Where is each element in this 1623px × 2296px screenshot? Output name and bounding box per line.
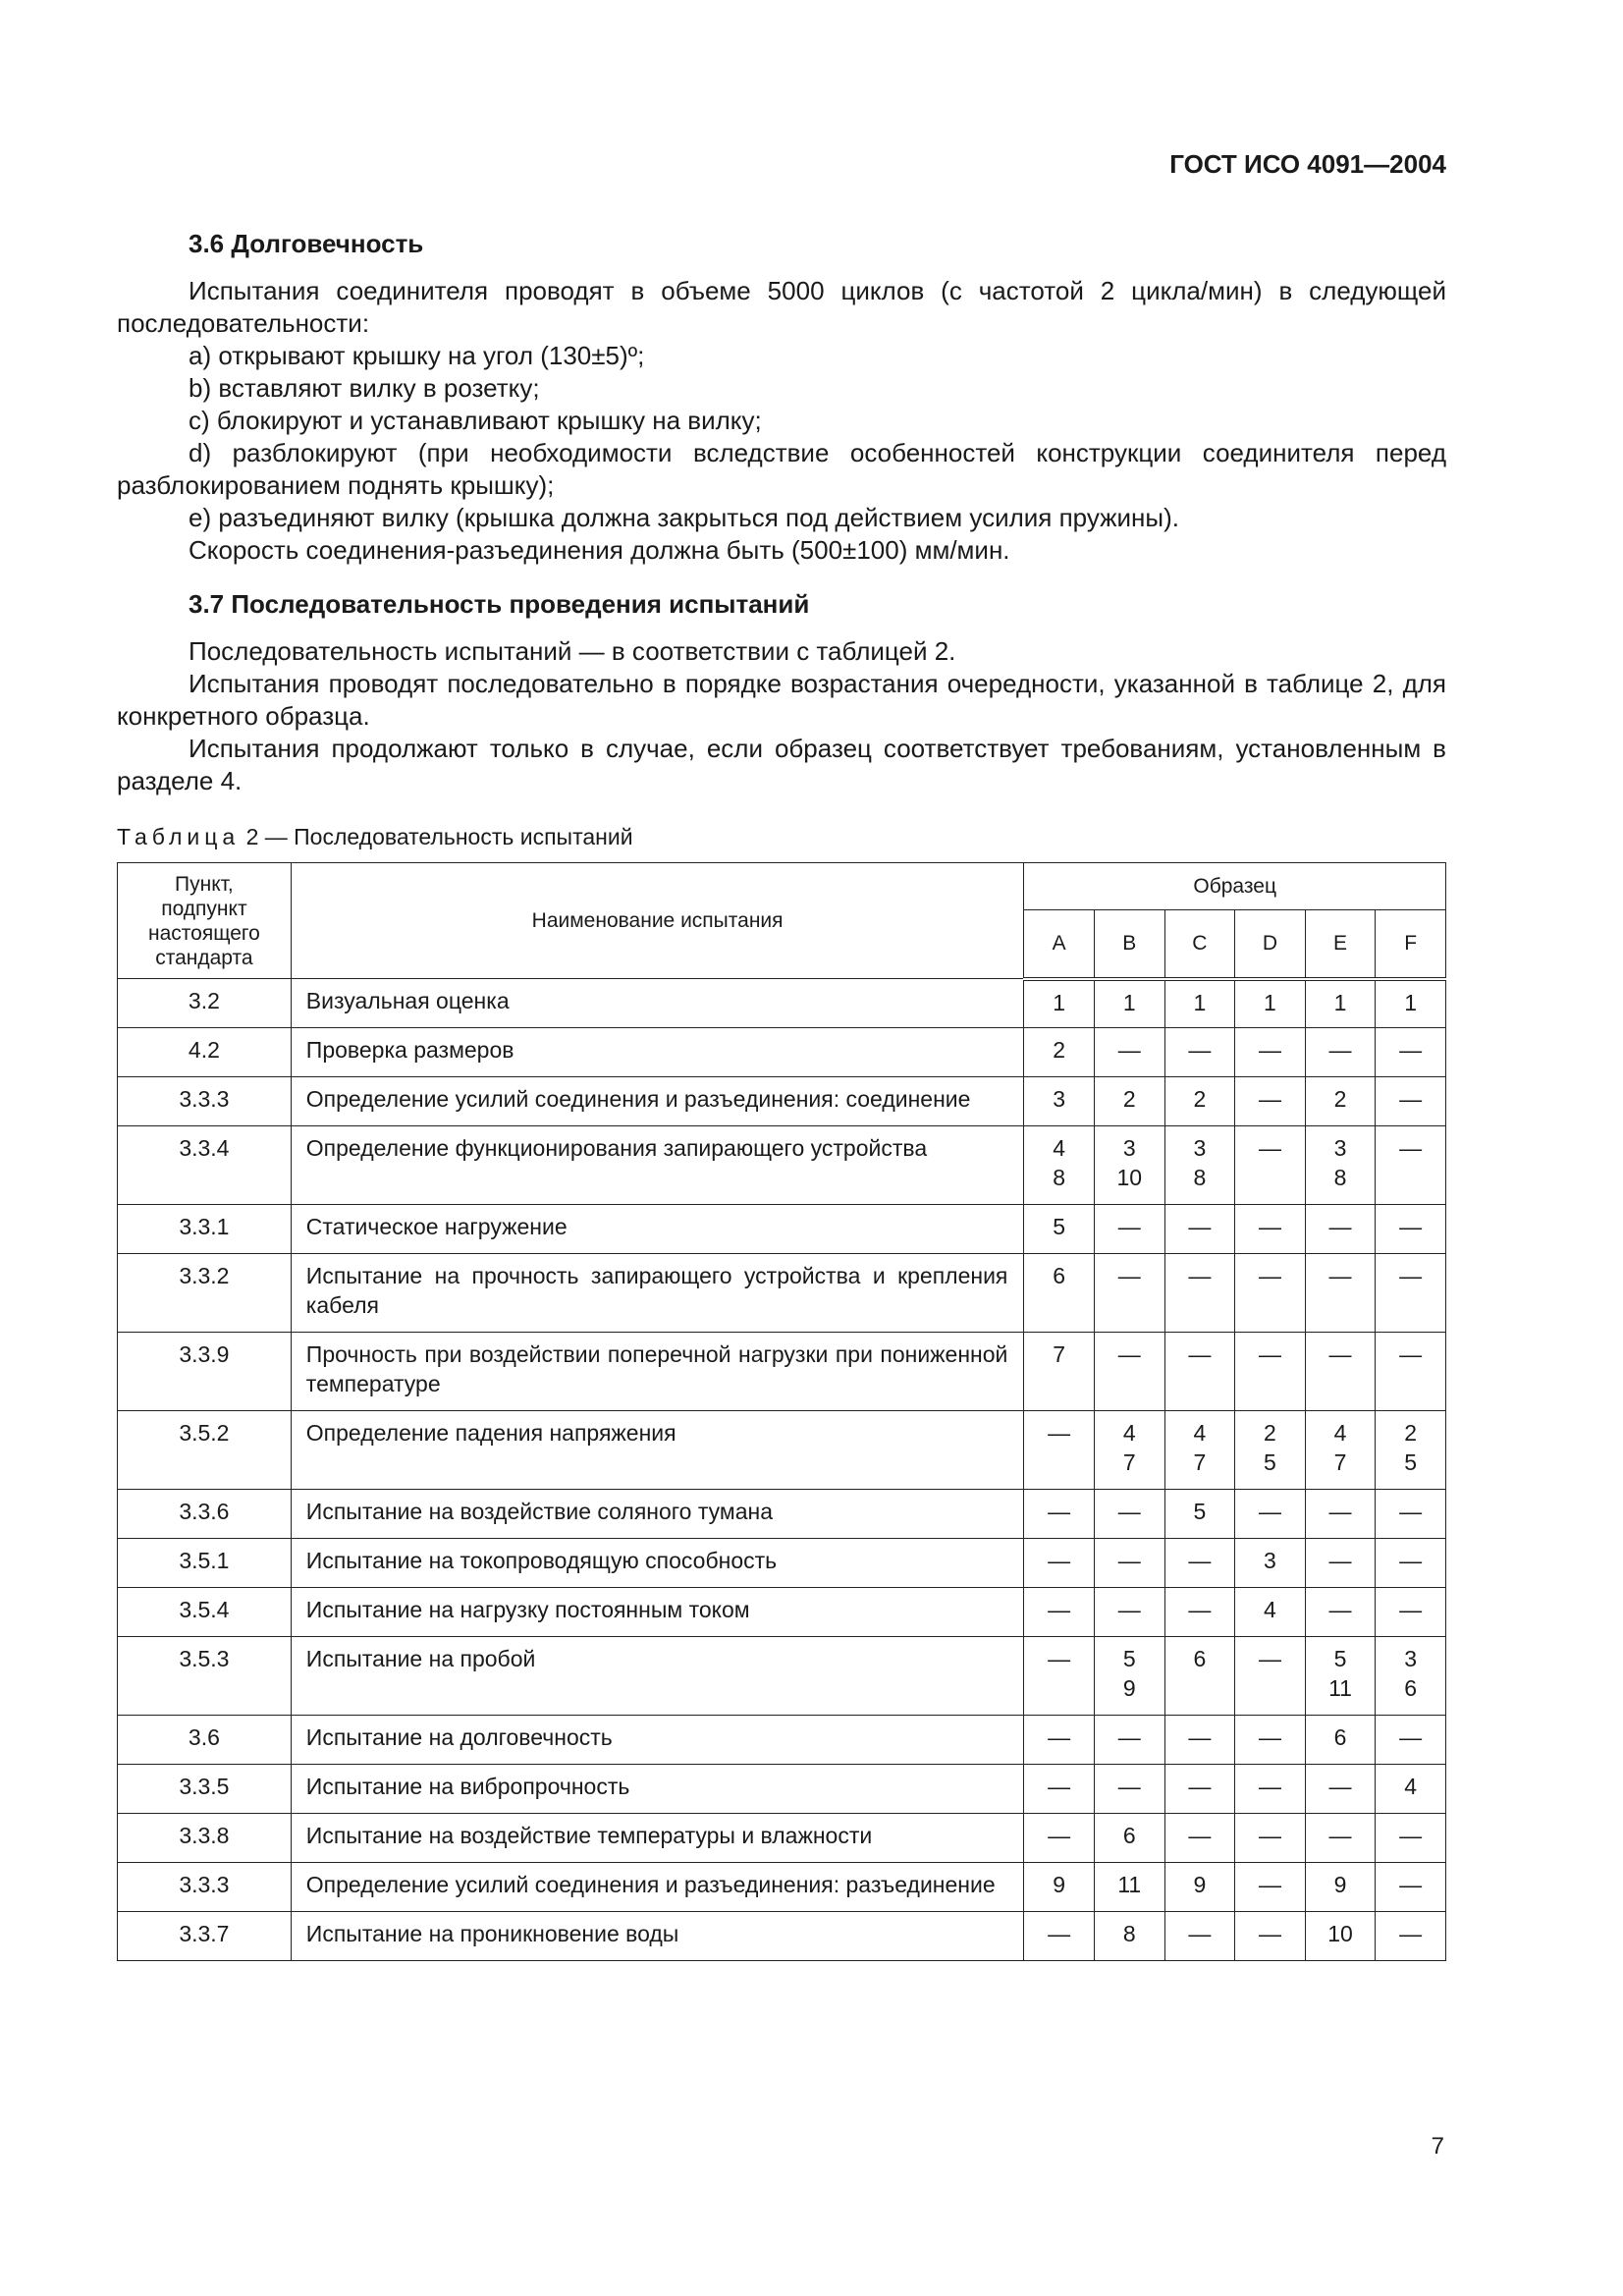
- table-body: [118, 979, 1446, 1961]
- sample-d-cell: —: [1235, 1814, 1306, 1863]
- table-row: [118, 1588, 1446, 1637]
- section-heading-3-7: 3.7 Последовательность проведения испытаний: [189, 589, 810, 619]
- sample-b-cell: 11: [1094, 1863, 1164, 1912]
- sample-a-cell: 9: [1024, 1863, 1095, 1912]
- sample-e-cell: —: [1305, 1765, 1376, 1814]
- sample-d-cell: —: [1235, 1126, 1306, 1205]
- table-row: [118, 1205, 1446, 1254]
- sample-d-cell: —: [1235, 1912, 1306, 1961]
- clause-cell: 3.3.5: [118, 1765, 292, 1814]
- sample-d-cell: —: [1235, 1637, 1306, 1716]
- table-row: [118, 1333, 1446, 1411]
- test-name-cell: Определение усилий соединения и разъединения: соединение: [291, 1077, 1024, 1126]
- col-header-sample: Образец: [1024, 863, 1446, 910]
- sample-a-cell: —: [1024, 1637, 1095, 1716]
- sample-a-cell: 1: [1024, 979, 1095, 1028]
- sample-e-cell: 4 7: [1305, 1411, 1376, 1490]
- sample-e-cell: —: [1305, 1814, 1376, 1863]
- test-name-cell: Определение усилий соединения и разъединения: разъединение: [291, 1863, 1024, 1912]
- page-number: 7: [1431, 2133, 1444, 2159]
- sample-a-cell: —: [1024, 1588, 1095, 1637]
- sample-f-cell: —: [1376, 1028, 1446, 1077]
- sample-c-cell: —: [1164, 1588, 1235, 1637]
- sample-c-cell: —: [1164, 1814, 1235, 1863]
- sample-e-cell: —: [1305, 1539, 1376, 1588]
- sample-d-cell: —: [1235, 1205, 1306, 1254]
- test-sequence-table: [117, 862, 1446, 1961]
- col-header-name: Наименование испытания: [291, 863, 1024, 979]
- sample-f-cell: —: [1376, 1490, 1446, 1539]
- clause-cell: 3.2: [118, 979, 292, 1028]
- sample-a-cell: —: [1024, 1716, 1095, 1765]
- col-header-clause: Пункт, подпункт настоящего стандарта: [118, 863, 292, 979]
- table-caption-text: 2 — Последовательность испытаний: [240, 824, 633, 849]
- sample-e-cell: —: [1305, 1333, 1376, 1411]
- table-row: [118, 1814, 1446, 1863]
- step-a: a) открывают крышку на угол (130±5)º;: [189, 341, 645, 370]
- sample-e-cell: 2: [1305, 1077, 1376, 1126]
- sample-b-cell: 2: [1094, 1077, 1164, 1126]
- sample-d-cell: —: [1235, 1077, 1306, 1126]
- sample-e-cell: 3 8: [1305, 1126, 1376, 1205]
- sample-header-f: F: [1376, 910, 1446, 979]
- test-name-cell: Визуальная оценка: [291, 979, 1024, 1028]
- clause-cell: 3.3.6: [118, 1490, 292, 1539]
- sample-b-cell: —: [1094, 1716, 1164, 1765]
- table-row: [118, 1028, 1446, 1077]
- sample-d-cell: —: [1235, 1490, 1306, 1539]
- test-name-cell: Испытание на пробой: [291, 1637, 1024, 1716]
- section-heading-3-6: 3.6 Долговечность: [189, 229, 424, 258]
- sample-b-cell: —: [1094, 1254, 1164, 1333]
- step-c: c) блокируют и устанавливают крышку на вилку;: [189, 406, 762, 435]
- sample-d-cell: —: [1235, 1765, 1306, 1814]
- step-d: d) разблокируют (при необходимости вследствие особенностей конструкции соединителя перед разблокированием поднять крышку);: [117, 438, 1446, 500]
- test-name-cell: Испытание на прочность запирающего устройства и крепления кабеля: [291, 1254, 1024, 1333]
- table-row: [118, 1490, 1446, 1539]
- sample-a-cell: 5: [1024, 1205, 1095, 1254]
- sample-d-cell: 4: [1235, 1588, 1306, 1637]
- sample-c-cell: —: [1164, 1539, 1235, 1588]
- sample-a-cell: 6: [1024, 1254, 1095, 1333]
- sample-b-cell: 5 9: [1094, 1637, 1164, 1716]
- sample-f-cell: —: [1376, 1254, 1446, 1333]
- table-row: [118, 1411, 1446, 1490]
- sample-d-cell: —: [1235, 1028, 1306, 1077]
- clause-cell: 3.6: [118, 1716, 292, 1765]
- sample-c-cell: 5: [1164, 1490, 1235, 1539]
- sample-header-d: D: [1235, 910, 1306, 979]
- sample-b-cell: 8: [1094, 1912, 1164, 1961]
- sample-d-cell: —: [1235, 1716, 1306, 1765]
- sample-b-cell: —: [1094, 1333, 1164, 1411]
- sample-header-c: C: [1164, 910, 1235, 979]
- sample-b-cell: 1: [1094, 979, 1164, 1028]
- clause-cell: 4.2: [118, 1028, 292, 1077]
- sample-d-cell: —: [1235, 1333, 1306, 1411]
- test-name-cell: Статическое нагружение: [291, 1205, 1024, 1254]
- sample-f-cell: 3 6: [1376, 1637, 1446, 1716]
- table-row: [118, 1912, 1446, 1961]
- clause-cell: 3.3.9: [118, 1333, 292, 1411]
- clause-cell: 3.5.4: [118, 1588, 292, 1637]
- clause-cell: 3.5.3: [118, 1637, 292, 1716]
- sample-c-cell: 3 8: [1164, 1126, 1235, 1205]
- sample-e-cell: —: [1305, 1028, 1376, 1077]
- test-name-cell: Испытание на нагрузку постоянным током: [291, 1588, 1024, 1637]
- clause-cell: 3.3.8: [118, 1814, 292, 1863]
- sample-f-cell: —: [1376, 1912, 1446, 1961]
- sample-c-cell: —: [1164, 1716, 1235, 1765]
- sample-f-cell: —: [1376, 1863, 1446, 1912]
- sample-f-cell: —: [1376, 1716, 1446, 1765]
- speed-text: Скорость соединения-разъединения должна быть (500±100) мм/мин.: [189, 535, 1010, 565]
- sample-f-cell: —: [1376, 1539, 1446, 1588]
- sample-e-cell: 5 11: [1305, 1637, 1376, 1716]
- table-row: [118, 1637, 1446, 1716]
- sample-c-cell: —: [1164, 1912, 1235, 1961]
- sample-a-cell: —: [1024, 1814, 1095, 1863]
- sample-f-cell: 2 5: [1376, 1411, 1446, 1490]
- sample-b-cell: —: [1094, 1539, 1164, 1588]
- table-row: [118, 1765, 1446, 1814]
- table-caption: [117, 823, 1446, 850]
- table-row: [118, 1863, 1446, 1912]
- sample-e-cell: —: [1305, 1254, 1376, 1333]
- test-name-cell: Испытание на проникновение воды: [291, 1912, 1024, 1961]
- sample-a-cell: 2: [1024, 1028, 1095, 1077]
- clause-cell: 3.5.1: [118, 1539, 292, 1588]
- sample-f-cell: 1: [1376, 979, 1446, 1028]
- clause-cell: 3.3.2: [118, 1254, 292, 1333]
- sample-e-cell: —: [1305, 1490, 1376, 1539]
- sample-d-cell: —: [1235, 1254, 1306, 1333]
- sample-header-e: E: [1305, 910, 1376, 979]
- table-row: [118, 1254, 1446, 1333]
- sample-b-cell: —: [1094, 1588, 1164, 1637]
- sample-e-cell: —: [1305, 1205, 1376, 1254]
- test-name-cell: Прочность при воздействии поперечной нагрузки при пониженной температуре: [291, 1333, 1024, 1411]
- sample-d-cell: 3: [1235, 1539, 1306, 1588]
- table-row: [118, 1716, 1446, 1765]
- clause-cell: 3.5.2: [118, 1411, 292, 1490]
- test-name-cell: Испытание на токопроводящую способность: [291, 1539, 1024, 1588]
- sample-e-cell: 1: [1305, 979, 1376, 1028]
- sample-a-cell: 4 8: [1024, 1126, 1095, 1205]
- sample-c-cell: —: [1164, 1333, 1235, 1411]
- sample-e-cell: 9: [1305, 1863, 1376, 1912]
- sample-a-cell: —: [1024, 1765, 1095, 1814]
- table-row: [118, 979, 1446, 1028]
- sample-c-cell: —: [1164, 1254, 1235, 1333]
- sample-f-cell: —: [1376, 1205, 1446, 1254]
- sample-e-cell: 10: [1305, 1912, 1376, 1961]
- sample-b-cell: 6: [1094, 1814, 1164, 1863]
- table-row: [118, 1126, 1446, 1205]
- sample-a-cell: 7: [1024, 1333, 1095, 1411]
- test-name-cell: Определение падения напряжения: [291, 1411, 1024, 1490]
- sample-c-cell: —: [1164, 1205, 1235, 1254]
- sample-b-cell: —: [1094, 1205, 1164, 1254]
- sample-f-cell: —: [1376, 1333, 1446, 1411]
- sample-b-cell: —: [1094, 1765, 1164, 1814]
- sample-c-cell: 9: [1164, 1863, 1235, 1912]
- sample-d-cell: 2 5: [1235, 1411, 1306, 1490]
- section-3-7-para-2: Испытания проводят последовательно в порядке возрастания очередности, указанной в таблице 2, для конкретного образца.: [117, 669, 1446, 731]
- sample-d-cell: —: [1235, 1863, 1306, 1912]
- test-name-cell: Определение функционирования запирающего устройства: [291, 1126, 1024, 1205]
- sample-header-a: A: [1024, 910, 1095, 979]
- clause-cell: 3.3.3: [118, 1077, 292, 1126]
- step-b: b) вставляют вилку в розетку;: [189, 373, 540, 403]
- test-name-cell: Испытание на воздействие соляного тумана: [291, 1490, 1024, 1539]
- clause-cell: 3.3.7: [118, 1912, 292, 1961]
- document-header: ГОСТ ИСО 4091—2004: [1169, 149, 1446, 179]
- sample-c-cell: 2: [1164, 1077, 1235, 1126]
- sample-e-cell: 6: [1305, 1716, 1376, 1765]
- test-name-cell: Проверка размеров: [291, 1028, 1024, 1077]
- sample-header-b: B: [1094, 910, 1164, 979]
- document-body: [117, 228, 1446, 1961]
- sample-f-cell: —: [1376, 1588, 1446, 1637]
- sample-f-cell: —: [1376, 1126, 1446, 1205]
- sample-b-cell: 3 10: [1094, 1126, 1164, 1205]
- clause-cell: 3.3.4: [118, 1126, 292, 1205]
- sample-f-cell: 4: [1376, 1765, 1446, 1814]
- sample-a-cell: —: [1024, 1539, 1095, 1588]
- table-row: [118, 1539, 1446, 1588]
- test-name-cell: Испытание на воздействие температуры и влажности: [291, 1814, 1024, 1863]
- section-3-6-intro: Испытания соединителя проводят в объеме 5000 циклов (с частотой 2 цикла/мин) в следующей последовательности:: [117, 276, 1446, 338]
- section-3-7-para-1: Последовательность испытаний — в соответствии с таблицей 2.: [189, 636, 956, 666]
- sample-c-cell: —: [1164, 1028, 1235, 1077]
- sample-a-cell: —: [1024, 1411, 1095, 1490]
- step-e: e) разъединяют вилку (крышка должна закрыться под действием усилия пружины).: [189, 503, 1179, 532]
- sample-a-cell: 3: [1024, 1077, 1095, 1126]
- test-name-cell: Испытание на долговечность: [291, 1716, 1024, 1765]
- sample-e-cell: —: [1305, 1588, 1376, 1637]
- table-row: [118, 1077, 1446, 1126]
- sample-b-cell: —: [1094, 1490, 1164, 1539]
- clause-cell: 3.3.1: [118, 1205, 292, 1254]
- table-caption-label: Таблица: [117, 824, 241, 849]
- sample-a-cell: —: [1024, 1912, 1095, 1961]
- sample-b-cell: 4 7: [1094, 1411, 1164, 1490]
- sample-c-cell: 4 7: [1164, 1411, 1235, 1490]
- sample-c-cell: 6: [1164, 1637, 1235, 1716]
- sample-c-cell: —: [1164, 1765, 1235, 1814]
- section-3-7-para-3: Испытания продолжают только в случае, если образец соответствует требованиям, установленным в разделе 4.: [117, 734, 1446, 795]
- sample-c-cell: 1: [1164, 979, 1235, 1028]
- clause-cell: 3.3.3: [118, 1863, 292, 1912]
- sample-a-cell: —: [1024, 1490, 1095, 1539]
- test-name-cell: Испытание на вибропрочность: [291, 1765, 1024, 1814]
- sample-f-cell: —: [1376, 1814, 1446, 1863]
- sample-b-cell: —: [1094, 1028, 1164, 1077]
- sample-f-cell: —: [1376, 1077, 1446, 1126]
- sample-d-cell: 1: [1235, 979, 1306, 1028]
